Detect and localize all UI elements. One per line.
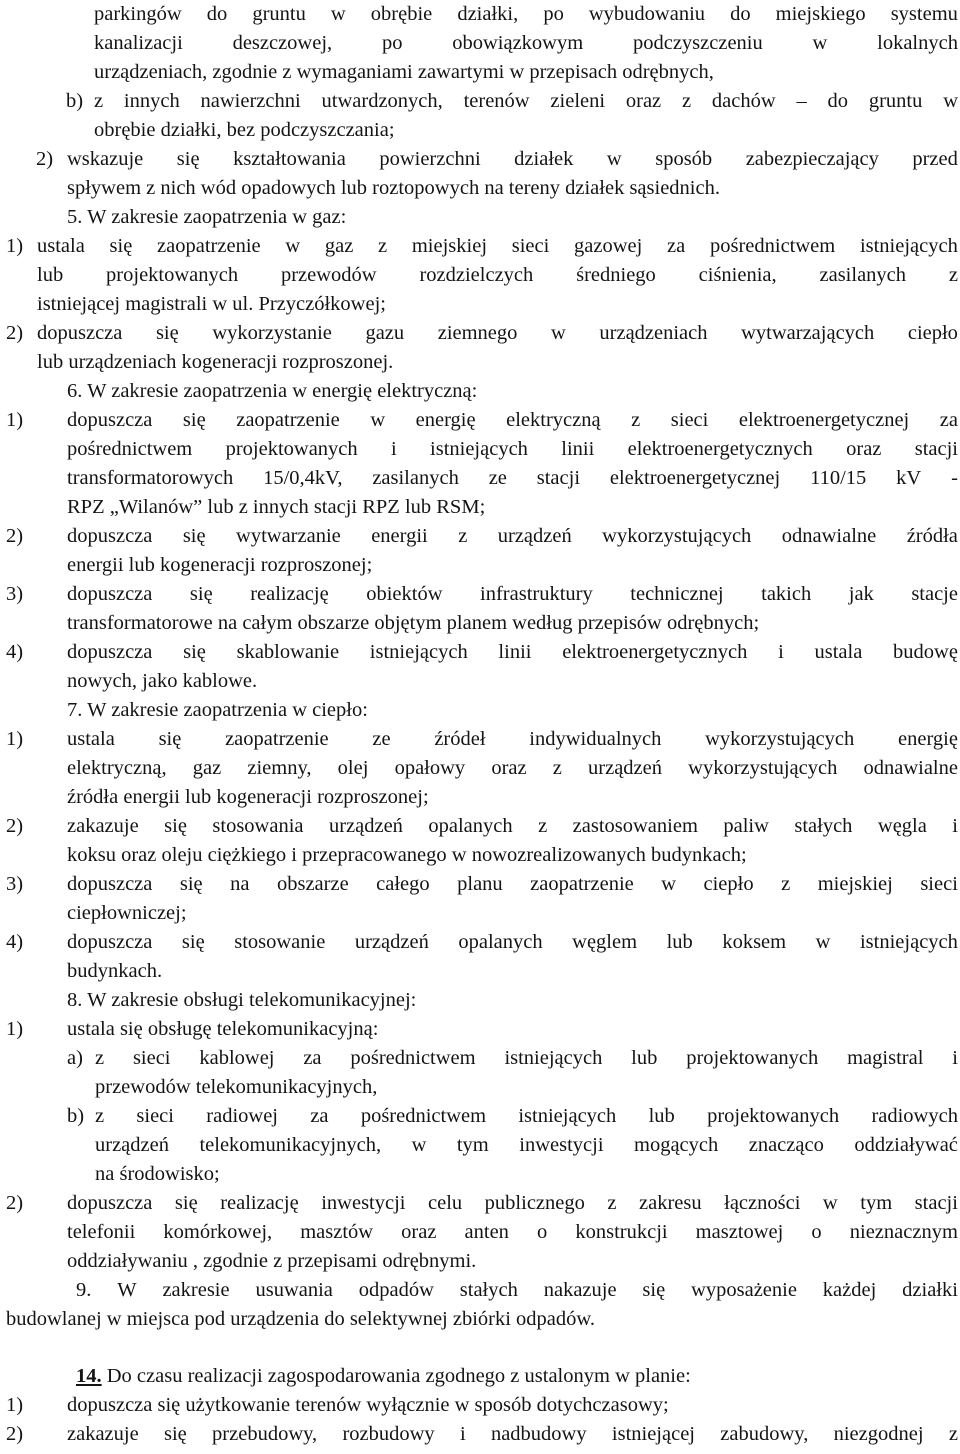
text-line: 8. W zakresie obsługi telekomunikacyjnej: [67,989,417,1011]
text-line: z innych nawierzchni utwardzonych, terenów zieleni oraz z dachów – do gruntu w [94,90,958,112]
list-marker: 2) [6,525,24,547]
text-line: ustala się zaopatrzenie w gaz z miejskiej sieci gazowej za pośrednictwem istniejących [37,235,958,257]
list-marker: 4) [6,931,24,953]
text-line: 9. W zakresie usuwania odpadów stałych nakazuje się wyposażenie każdej działki [76,1279,958,1301]
text-line: zakazuje się stosowania urządzeń opalanych z zastosowaniem paliw stałych węgla i [67,815,958,837]
text-line: dopuszcza się realizację inwestycji celu publicznego z zakresu łączności w tym stacji [67,1192,958,1214]
text-line: urządzeniach, zgodnie z wymaganiami zawartymi w przepisach odrębnych, [94,61,714,83]
text-line: oddziaływaniu , zgodnie z przepisami odrębnymi. [67,1250,477,1272]
text-line: istniejącej magistrali w ul. Przyczółkowej; [37,293,386,315]
text-line: z sieci radiowej za pośrednictwem istniejących lub projektowanych radiowych [95,1105,958,1127]
list-marker: 4) [6,641,24,663]
text-line: elektryczną, gaz ziemny, olej opałowy oraz z urządzeń wykorzystujących odnawialne [67,757,958,779]
text-line: RPZ „Wilanów” lub z innych stacji RPZ lub RSM; [67,496,486,518]
text-line: obrębie działki, bez podczyszczania; [94,119,395,141]
text-line: budynkach. [67,960,163,982]
list-marker: 1) [6,1018,24,1040]
list-marker: 1) [6,409,24,431]
text-line: lub urządzeniach kogeneracji rozproszonej. [37,351,394,373]
text-line: koksu oraz oleju ciężkiego i przepracowanego w nowozrealizowanych budynkach; [67,844,747,866]
text-line: transformatorowe na całym obszarze objętym planem według przepisów odrębnych; [67,612,760,634]
section-text: Do czasu realizacji zagospodarowania zgodnego z ustalonym w planie: [101,1365,691,1387]
list-marker: 2) [6,1192,24,1214]
list-marker: 1) [6,1394,24,1416]
text-line: 5. W zakresie zaopatrzenia w gaz: [67,206,347,228]
text-line: dopuszcza się stosowanie urządzeń opalanych węglem lub koksem w istniejących [67,931,958,953]
list-marker: 3) [6,873,24,895]
text-line: lub projektowanych przewodów rozdzielczych średniego ciśnienia, zasilanych z [37,264,958,286]
text-line: dopuszcza się wykorzystanie gazu ziemnego w urządzeniach wytwarzających ciepło [37,322,958,344]
text-line: budowlanej w miejsca pod urządzenia do selektywnej zbiórki odpadów. [6,1308,596,1330]
text-line: ustala się zaopatrzenie ze źródeł indywidualnych wykorzystujących energię [67,728,958,750]
text-line: dopuszcza się użytkowanie terenów wyłącznie w sposób dotychczasowy; [67,1394,669,1416]
text-line: ustala się obsługę telekomunikacyjną: [67,1018,379,1040]
list-marker: b) [66,90,84,112]
text-line: dopuszcza się wytwarzanie energii z urządzeń wykorzystujących odnawialne źródła [67,525,958,547]
list-marker: a) [67,1047,83,1069]
text-line: pośrednictwem projektowanych i istniejących linii elektroenergetycznych oraz stacji [67,438,958,460]
text-line: źródła energii lub kogeneracji rozproszonej; [67,786,429,808]
text-line [76,1362,691,1391]
text-line: przewodów telekomunikacyjnych, [95,1076,378,1098]
list-marker: 3) [6,583,24,605]
text-line: zakazuje się przebudowy, rozbudowy i nadbudowy istniejącej zabudowy, niezgodnej z [67,1423,958,1445]
list-marker: 2) [6,322,24,344]
text-line: dopuszcza się zaopatrzenie w energię elektryczną z sieci elektroenergetycznej za [67,409,958,431]
text-line: z sieci kablowej za pośrednictwem istniejących lub projektowanych magistral i [95,1047,958,1069]
section-number: 14. [76,1365,102,1387]
text-line: 7. W zakresie zaopatrzenia w ciepło: [67,699,368,721]
list-marker: 1) [6,235,24,257]
text-line: parkingów do gruntu w obrębie działki, po wybudowaniu do miejskiego systemu [94,3,958,25]
text-line: transformatorowych 15/0,4kV, zasilanych ze stacji elektroenergetycznej 110/15 kV - [67,467,958,489]
text-line: telefonii komórkowej, masztów oraz anten o konstrukcji masztowej o nieznacznym [67,1221,958,1243]
list-marker: 1) [6,728,24,750]
text-line: urządzeń telekomunikacyjnych, w tym inwestycji mogących znacząco oddziaływać [95,1134,958,1156]
text-line: spływem z nich wód opadowych lub roztopowych na tereny działek sąsiednich. [67,177,720,199]
text-line: wskazuje się kształtowania powierzchni działek w sposób zabezpieczający przed [67,148,958,170]
text-line: dopuszcza się na obszarze całego planu zaopatrzenie w ciepło z miejskiej sieci [67,873,958,895]
text-line: nowych, jako kablowe. [67,670,258,692]
text-line: 6. W zakresie zaopatrzenia w energię elektryczną: [67,380,478,402]
text-line: energii lub kogeneracji rozproszonej; [67,554,373,576]
text-line: dopuszcza się skablowanie istniejących linii elektroenergetycznych i ustala budowę [67,641,958,663]
text-line: dopuszcza się realizację obiektów infrastruktury technicznej takich jak stacje [67,583,958,605]
list-marker: 2) [6,1423,24,1445]
list-marker: b) [67,1105,85,1127]
text-line: ciepłowniczej; [67,902,187,924]
list-marker: 2) [36,148,54,170]
text-line: na środowisko; [95,1163,220,1185]
list-marker: 2) [6,815,24,837]
text-line: kanalizacji deszczowej, po obowiązkowym podczyszczeniu w lokalnych [94,32,958,54]
